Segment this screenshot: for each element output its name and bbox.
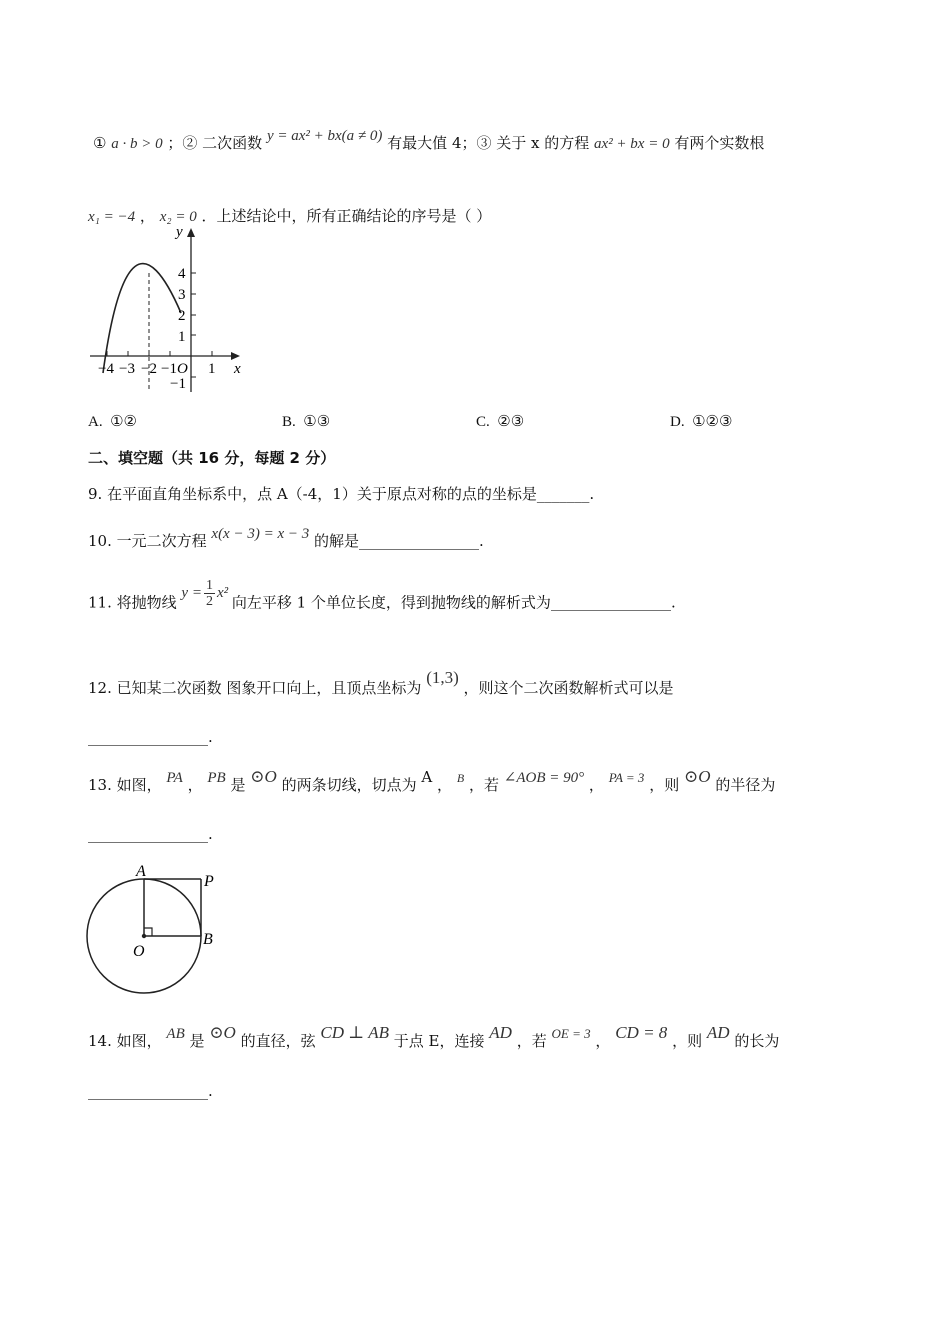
y-tick-1: 1 [178,329,186,345]
answer-blank-14[interactable]: ________________ [88,1082,208,1100]
question-12-blank-line: ________________. [88,728,213,746]
question-13: 13. 如图， PA ， PB 是 ⊙O 的两条切线，切点为 A ， $^B$ ，若 ∠AOB = 90° ， PA = 3 ，则 ⊙O 的半径为 [88,767,776,794]
tangent-circle-figure [80,862,230,1002]
option-d[interactable]: D. ①②③ [670,414,733,430]
label-o: O [133,943,145,960]
math-root-x1: x₁ = −4 [88,209,136,225]
y-tick-4: 4 [178,266,186,282]
math-vertex: (1,3) [426,668,459,687]
question-12: 12. 已知某二次函数 图象开口向上，且顶点坐标为 (1,3) ，则这个二次函数解析式可以是 [88,668,674,697]
option-a[interactable]: A. ①② [88,414,137,430]
option-c[interactable]: C. ②③ [476,414,525,430]
q8-statement-line1: ① a · b > 0 ；② 二次函数 y = ax² + bx(a ≠ 0) 有最大值 4；③ 关于 x 的方程 ax² + bx = 0 有两个实数根 [93,128,765,152]
math-quadratic-function: y = ax² + bx(a ≠ 0) [266,128,383,144]
option-b[interactable]: B. ①③ [282,414,331,430]
answer-blank-10[interactable]: ________________ [359,532,480,550]
circled-1: ① [93,134,107,152]
answer-blank-9[interactable]: _______ [536,485,590,503]
label-a: A [136,863,146,880]
center-dot [142,934,146,938]
y-tick-2: 2 [178,308,186,324]
y-tick-neg1: −1 [170,376,186,392]
fraction-half: $\frac{1}{2}$ [205,578,213,610]
parabola-graph [84,222,254,392]
y-tick-3: 3 [178,287,186,303]
answer-blank-12[interactable]: ________________ [88,728,208,746]
x-tick-neg4: −4 [98,361,114,377]
q8-statement-line2: x₁ = −4 ， x₂ = 0 ．上述结论中，所有正确结论的序号是（ ） [88,207,492,225]
question-11: 11. 将抛物线 y = $\frac{1}{2}$ x² 向左平移 1 个单位长度，得到抛物线的解析式为________________. [88,578,676,612]
answer-blank-13[interactable]: ________________ [88,825,208,843]
y-axis-arrow [187,228,195,237]
origin-label: O [177,361,188,377]
question-10: 10. 一元二次方程 x(x − 3) = x − 3 的解是________________. [88,526,484,550]
math-root-x2: x₂ = 0 [159,209,197,225]
math-equation: ax² + bx = 0 [594,136,670,152]
y-axis-label: y [176,224,183,240]
x-tick-neg2: −2 [141,361,157,377]
x-tick-1: 1 [208,361,216,377]
question-13-blank-line: ________________. [88,825,213,843]
question-9: 9. 在平面直角坐标系中，点 A（-4，1）关于原点对称的点的坐标是_______. [88,485,595,503]
answer-blank-11[interactable]: ________________ [550,593,671,612]
question-14-blank-line: ________________. [88,1082,213,1100]
x-axis-label: x [234,361,241,377]
x-axis-arrow [231,352,240,360]
label-b: B [203,931,213,948]
question-14: 14. 如图， AB 是 ⊙O 的直径，弦 CD ⊥ AB 于点 E，连接 AD ，若 OE = 3 ， CD = 8 ，则 AD 的长为 [88,1023,780,1050]
math-q10-equation: x(x − 3) = x − 3 [211,526,310,542]
section-title: 二、填空题（共 16 分，每题 2 分） [88,449,336,467]
math-ab-positive: a · b > 0 [111,136,163,152]
x-tick-neg1: −1 [161,361,177,377]
x-tick-neg3: −3 [119,361,135,377]
math-parabola: y = $\frac{1}{2}$ x² [181,578,229,610]
label-p: P [204,873,214,890]
